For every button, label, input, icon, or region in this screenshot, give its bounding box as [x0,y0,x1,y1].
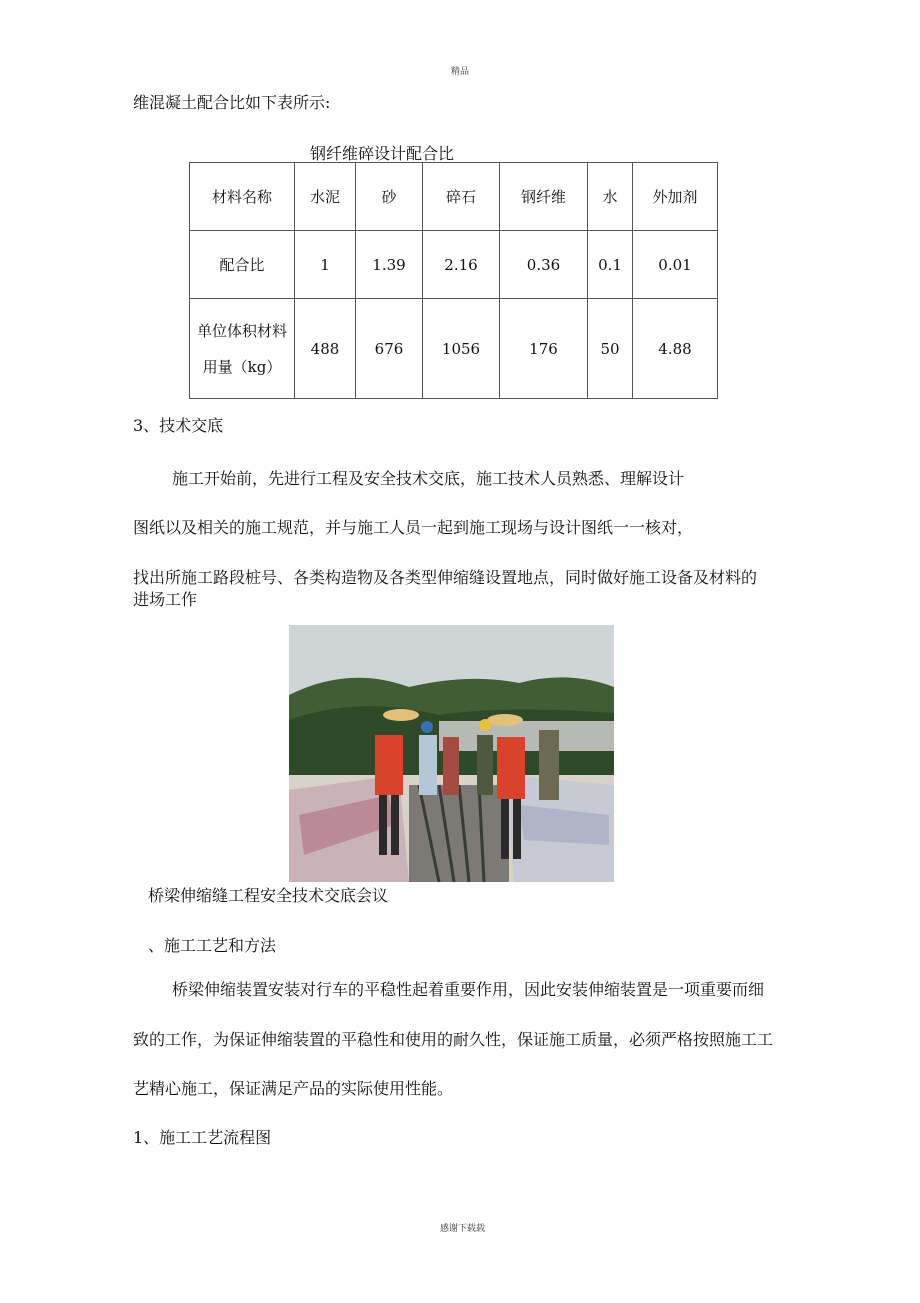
table-cell: 4.88 [633,299,718,399]
table-caption: 钢纤维碎设计配合比 [310,144,455,163]
site-meeting-photo [289,625,614,882]
table-cell: 0.01 [633,231,718,299]
table-row [190,231,718,299]
section1-heading: 1、施工工艺流程图 [133,1128,272,1147]
table-cell: 0.1 [588,231,633,299]
table-cell: 488 [295,299,356,399]
table-header-cell: 外加剂 [633,163,718,231]
intro-line: 维混凝土配合比如下表所示: [133,93,331,112]
table-header-cell: 钢纤维 [500,163,588,231]
section3-line: 找出所施工路段桩号、各类构造物及各类型伸缩缝设置地点，同时做好施工设备及材料的 [133,568,758,587]
table-header-cell: 砂 [356,163,423,231]
table-cell: 2.16 [423,231,500,299]
table-cell: 1 [295,231,356,299]
method-line: 桥梁伸缩装置安装对行车的平稳性起着重要作用，因此安装伸缩装置是一项重要而细 [172,980,765,999]
section3-line: 图纸以及相关的施工规范，并与施工人员一起到施工现场与设计图纸一一核对， [133,518,694,537]
table-cell: 1056 [423,299,500,399]
table-cell: 50 [588,299,633,399]
table-cell: 1.39 [356,231,423,299]
table-header-cell: 材料名称 [190,163,295,231]
method-heading: 、施工工艺和方法 [148,936,277,955]
footer-mark: 感谢下载载 [440,1224,486,1234]
table-header-cell: 水 [588,163,633,231]
table-header-cell: 水泥 [295,163,356,231]
table-cell: 676 [356,299,423,399]
table-cell: 单位体积材料用量（kg） [190,299,295,399]
mix-ratio-table [189,162,718,399]
header-mark: 精品 [451,67,470,77]
table-row [190,299,718,399]
method-line: 艺精心施工，保证满足产品的实际使用性能。 [133,1079,454,1098]
table-header-cell: 碎石 [423,163,500,231]
photo-illustration [289,625,614,882]
table-header-row [190,163,718,231]
section3-line: 进场工作 [133,590,198,609]
method-line: 致的工作，为保证伸缩装置的平稳性和使用的耐久性，保证施工质量，必须严格按照施工工 [133,1030,774,1049]
table-cell: 176 [500,299,588,399]
section3-heading: 3、技术交底 [133,416,224,435]
table-cell: 配合比 [190,231,295,299]
table-cell: 0.36 [500,231,588,299]
section3-line: 施工开始前，先进行工程及安全技术交底，施工技术人员熟悉、理解设计 [172,469,685,488]
photo-caption: 桥梁伸缩缝工程安全技术交底会议 [148,886,389,905]
